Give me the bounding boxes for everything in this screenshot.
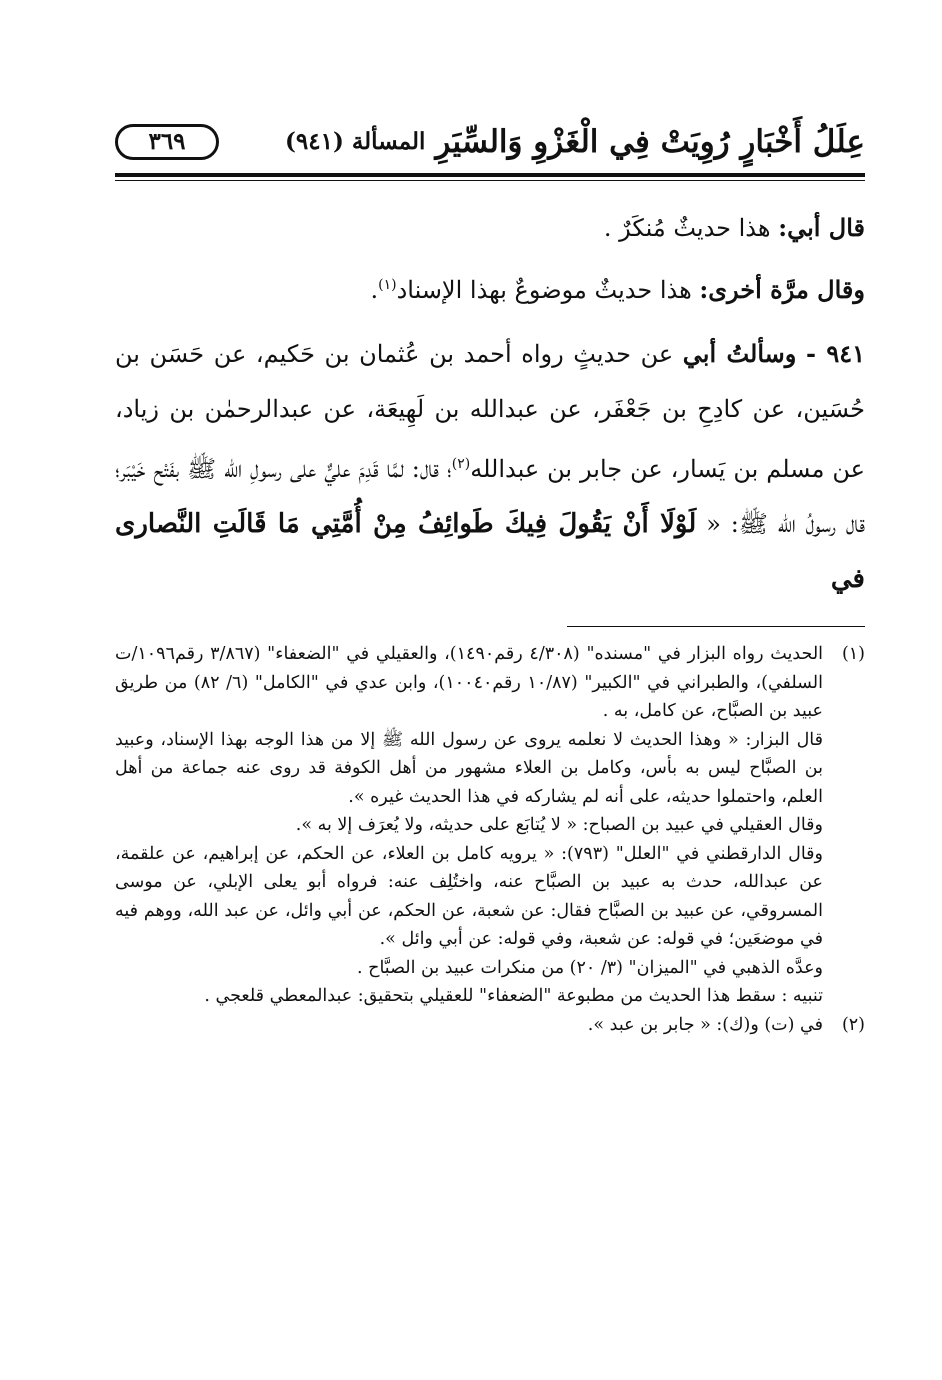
footnote-1-para: وعدَّه الذهبي في "الميزان" (٣/ ٢٠) من منكرات عبيد بن الصبَّاح . [357, 957, 823, 978]
footnote-2-para: في (ت) و(ك): « جابر بن عبد ». [587, 1014, 823, 1035]
question-text-1: عن حديثٍ رواه أحمد بن عُثمان بن حَكيم، عن حَسَن بن حُسَين، عن كادِحِ بن جَعْفَر، عن عبدالله بن لَهِيعَة، عن عبدالرحمٰن بن زياد، عن مسلم بن يَسار، عن جابر بن عبدالله [115, 340, 865, 483]
page-number: ٣٦٩ [115, 124, 219, 160]
footnote-1-body [115, 640, 823, 1011]
footnote-1-para: وقال الدارقطني في "العلل" (٧٩٣): « يرويه كامل بن العلاء، عن الحكم، عن إبراهيم، عن علقمة، عن عبدالله، حدث به عبيد بن الصبَّاح عنه، واختُلِف عنه: فرواه أبو يعلى الإبلي، عن موسى المسروقي، عن عبيد بن الصبَّاح فقال: عن شعبة، عن الحكم، عن أبي وائل، عن عبد الله، ووهم فيه في موضعَين؛ في قوله: عن شعبة، وفي قوله: عن أبي وائل ». [115, 843, 823, 949]
footnote-2-body [115, 1011, 823, 1040]
footnote-ref-2[interactable]: (٢) [451, 456, 471, 472]
paragraph-abi-statement [115, 200, 865, 256]
p2-text: هذا حديثٌ موضوعٌ بهذا الإسناد [396, 276, 692, 304]
footnote-1-para: قال البزار: « وهذا الحديث لا نعلمه يروى عن رسول الله ﷺ إلا من هذا الوجه بهذا الإسناد، وعبيد بن الصبَّاح ليس به بأس، وكامل بن العلاء مشهور من أهل الكوفة قد روى عنه جماعة من أهل العلم، واحتملوا حديثه، على أنه لم يشاركه في هذا الحديث غيره ». [115, 729, 823, 807]
header-rule-thick [115, 173, 865, 177]
footnote-separator [567, 626, 865, 627]
hadith-matn: لَوْلَا أَنْ يَقُولَ فِيكَ طَوائِفُ مِنْ أُمَّتِي مَا قَالَتِ النَّصارى في [115, 509, 865, 594]
footnote-ref-1[interactable]: (١) [378, 277, 397, 293]
question-number: ٩٤١ - [806, 339, 865, 368]
footnote-1 [115, 640, 865, 1011]
footnote-1-para: تنبيه : سقط هذا الحديث من مطبوعة "الضعفاء" للعقيلي بتحقيق: عبدالمعطي قلعجي . [204, 986, 823, 1006]
paragraph-another-time [115, 258, 865, 318]
footnotes [115, 640, 865, 1039]
footnote-2-number: (٢) [841, 1014, 865, 1035]
running-header [115, 118, 865, 170]
footnote-2 [115, 1011, 865, 1040]
p2-lead: وقال مرَّة أخرى: [699, 275, 865, 304]
footnote-1-number: (١) [841, 644, 865, 664]
question-text-2: ؛ قال: لمَّا قَدِمَ عليٌّ على رسولِ الله ﷺ بفَتْح خَيْبَر؛ قال رسولُ الله ﷺ: « [115, 455, 866, 538]
header-rule-thin [115, 180, 865, 181]
p1-text: هذا حديثٌ مُنكَرٌ . [603, 214, 771, 242]
footnote-1-para: الحديث رواه البزار في "مسنده" (٤/٣٠٨ رقم١٤٩٠)، والعقيلي في "الضعفاء" (٣/٨٦٧ رقم١٠٩٦/ت السلفي)، والطبراني في "الكبير" (١٠/٨٧ رقم١٠٠٤٠)، وابن عدي في "الكامل" (٦/ ٨٢) من طريق عبيد بن الصبَّاح، عن كامل، به . [115, 644, 824, 721]
p2-end: . [370, 276, 379, 304]
paragraph-question-941 [115, 326, 865, 607]
p1-lead: قال أبي: [778, 213, 865, 242]
question-lead: وسألتُ أبي [682, 339, 797, 368]
footnote-1-para: وقال العقيلي في عبيد بن الصباح: « لا يُتابَع على حديثه، ولا يُعرَف إلا به ». [295, 815, 823, 835]
book-title: عِلَلُ أَخْبَارٍ رُوِيَتْ فِي الْغَزْوِ وَالسِّيَرِ [435, 124, 865, 160]
main-text [115, 200, 865, 607]
issue-label: المسألة (٩٤١) [285, 128, 426, 155]
